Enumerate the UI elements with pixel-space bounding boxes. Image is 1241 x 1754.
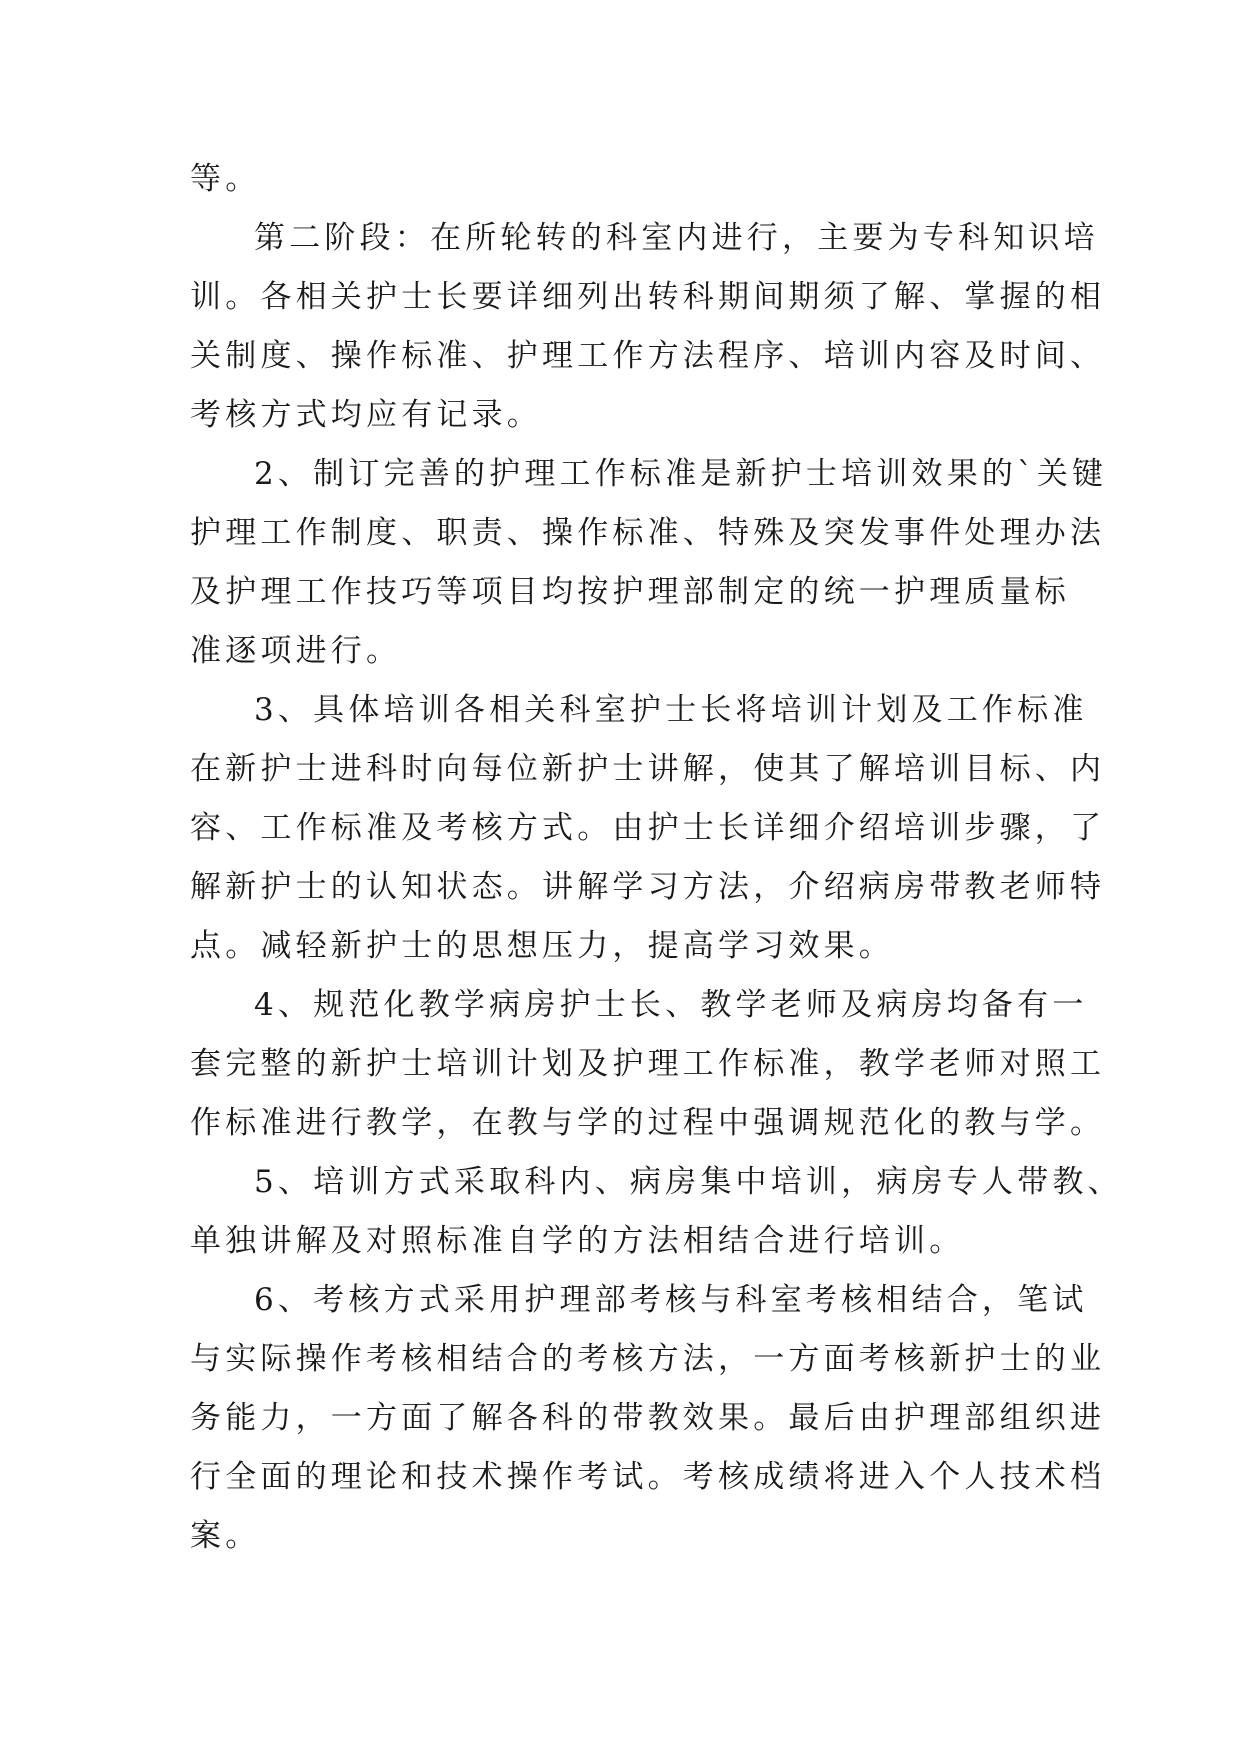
text-line: 3、具体培训各相关科室护士长将培训计划及工作标准 [254, 692, 1088, 728]
text-line: 训。各相关护士长要详细列出转科期间期须了解、掌握的相 [190, 279, 1106, 315]
document-body [190, 150, 1123, 1566]
text-line: 务能力，一方面了解各科的带教效果。最后由护理部组织进 [190, 1400, 1106, 1436]
text-line: 准逐项进行。 [190, 633, 402, 669]
text-line: 2、制订完善的护理工作标准是新护士培训效果的`关键 [254, 456, 1108, 492]
text-line: 第二阶段：在所轮转的科室内进行，主要为专科知识培 [254, 220, 1099, 256]
text-line: 护理工作制度、职责、操作标准、特殊及突发事件处理办法 [190, 515, 1106, 551]
text-line: 点。减轻新护士的思想压力，提高学习效果。 [190, 928, 894, 964]
text-line: 关制度、操作标准、护理工作方法程序、培训内容及时间、 [190, 338, 1106, 374]
text-line: 单独讲解及对照标准自学的方法相结合进行培训。 [190, 1223, 965, 1259]
text-line: 案。 [190, 1518, 261, 1554]
text-line: 5、培训方式采取科内、病房集中培训，病房专人带教、 [254, 1164, 1123, 1200]
text-line: 容、工作标准及考核方式。由护士长详细介绍培训步骤，了 [190, 810, 1106, 846]
text-line: 等。 [190, 161, 261, 197]
text-line: 解新护士的认知状态。讲解学习方法，介绍病房带教老师特 [190, 869, 1106, 905]
text-line: 与实际操作考核相结合的考核方法，一方面考核新护士的业 [190, 1341, 1106, 1377]
text-line: 在新护士进科时向每位新护士讲解，使其了解培训目标、内 [190, 751, 1106, 787]
text-line: 行全面的理论和技术操作考试。考核成绩将进入个人技术档 [190, 1459, 1106, 1495]
text-line: 6、考核方式采用护理部考核与科室考核相结合，笔试 [254, 1282, 1088, 1318]
text-line: 及护理工作技巧等项目均按护理部制定的统一护理质量标 [190, 574, 1070, 610]
text-line: 套完整的新护士培训计划及护理工作标准，教学老师对照工 [190, 1046, 1106, 1082]
text-line: 作标准进行教学，在教与学的过程中强调规范化的教与学。 [190, 1105, 1106, 1141]
text-line: 考核方式均应有记录。 [190, 397, 542, 433]
text-line: 4、规范化教学病房护士长、教学老师及病房均备有一 [254, 987, 1088, 1023]
